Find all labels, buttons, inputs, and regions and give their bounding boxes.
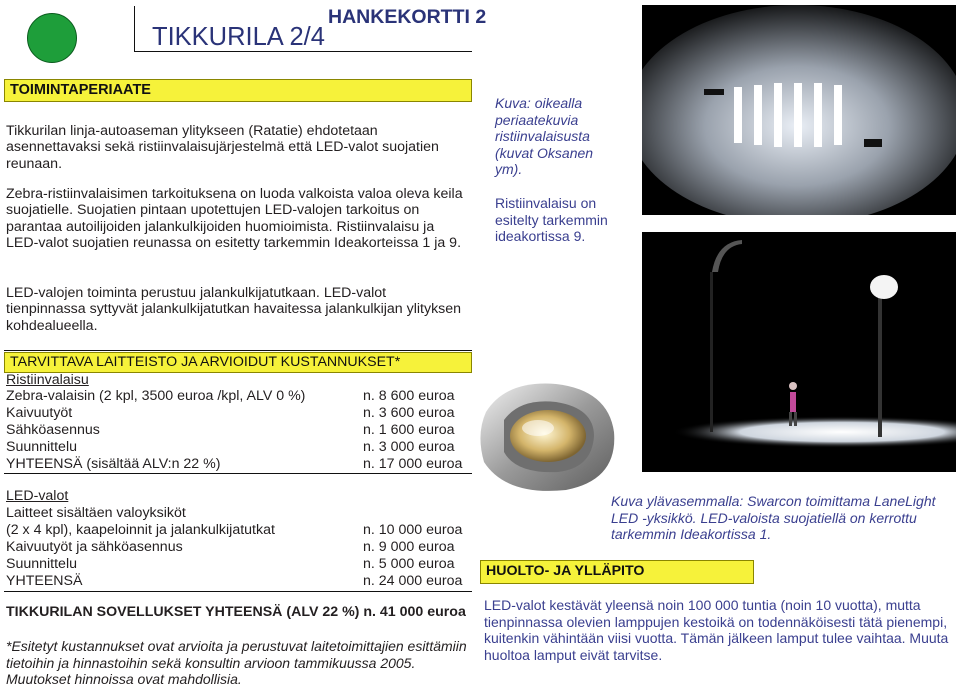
- cost-label: YHTEENSÄ (sisältää ALV:n 22 %): [6, 456, 221, 472]
- photo-caption: Kuva: oikealla periaatekuvia ristiinvalaisusta (kuvat Oksanen ym).: [495, 95, 594, 177]
- principle-heading: TOIMINTAPERIAATE: [4, 79, 472, 102]
- cross-lighting-title: Ristiinvalaisu: [6, 372, 89, 388]
- header-rule: [134, 51, 472, 52]
- cost-value: n. 5 000 euroa: [363, 556, 455, 572]
- cost-value: n. 8 600 euroa: [363, 388, 455, 404]
- cost-label: YHTEENSÄ: [6, 573, 83, 589]
- status-indicator: [27, 13, 77, 63]
- led-unit-photo: [476, 372, 620, 500]
- cost-label: Kaivuutyöt: [6, 405, 73, 421]
- cost-value: n. 1 600 euroa: [363, 422, 455, 438]
- costs-heading: TARVITTAVA LAITTEISTO JA ARVIOIDUT KUSTANNUKSET*: [4, 352, 472, 373]
- streetlight-illustration: [642, 232, 956, 472]
- led-title: LED-valot: [6, 488, 69, 504]
- grand-total: TIKKURILAN SOVELLUKSET YHTEENSÄ (ALV 22 %) n. 41 000 euroa: [6, 604, 466, 620]
- maintenance-heading: HUOLTO- JA YLLÄPITO: [480, 560, 754, 584]
- principle-paragraph-2: Zebra-ristiinvalaisimen tarkoituksena on luoda valkoista valoa oleva keila suojatielle. Suojatien pintaan upotettujen LED-valojen tarkoitus on parantaa autoilijoiden jalankulkijoiden huomioimista. Ristiinvalaisu ja LED-valot suojatien reunassa on esitetty tarkemmin Ideakorteissa 1 ja 9.: [6, 186, 463, 251]
- led-unit-illustration: [476, 372, 620, 500]
- cost-value: n. 10 000 euroa: [363, 522, 463, 538]
- streetlight-night-photo: [642, 232, 956, 472]
- principle-paragraph-1: Tikkurilan linja-autoaseman ylitykseen (Ratatie) ehdotetaan asennettavaksi sekä ristiinvalaisujärjestelmä että LED-valot suojatien reunaan.: [6, 123, 439, 172]
- cost-label: Kaivuutyöt ja sähköasennus: [6, 539, 183, 555]
- led-intro: Laitteet sisältäen valoyksiköt: [6, 505, 186, 521]
- led-photo-caption: Kuva ylävasemmalla: Swarcon toimittama LaneLight LED -yksikkö. LED-valoista suojatiellä on kerrottu tarkemmin Ideakortissa 1.: [611, 493, 936, 542]
- principle-paragraph-3: LED-valojen toiminta perustuu jalankulkijatutkaan. LED-valot tienpinnassa syttyvät jalankulkijatutkan havaitessa jalankulkijan ylityksen kohdealueella.: [6, 285, 462, 334]
- led-total-rule: [4, 591, 472, 592]
- page-title: TIKKURILA 2/4: [152, 23, 325, 51]
- project-label: HANKEKORTTI 2: [328, 6, 487, 28]
- costs-rule-top: [4, 350, 472, 351]
- cost-footnote: *Esitetyt kustannukset ovat arvioita ja perustuvat laitetoimittajien esittämiin tietoihin ja hinnastoihin sekä konsultin arvioon tammikuussa 2005. Muutokset hinnoissa ovat mahdollisia.: [6, 638, 467, 687]
- subtotal-rule: [4, 473, 472, 474]
- cross-lighting-note: Ristiinvalaisu on esitelty tarkemmin ideakortissa 9.: [495, 195, 608, 244]
- cost-value: n. 9 000 euroa: [363, 539, 455, 555]
- cost-label: (2 x 4 kpl), kaapeloinnit ja jalankulkijatutkat: [6, 522, 275, 538]
- cost-label: Suunnittelu: [6, 439, 77, 455]
- crosswalk-night-photo: [642, 5, 956, 215]
- cost-value: n. 24 000 euroa: [363, 573, 463, 589]
- maintenance-text: LED-valot kestävät yleensä noin 100 000 tuntia (noin 10 vuotta), mutta tienpinnassa olevien lamppujen kestoikä on todennäköisesti tätä pienempi, kuitenkin vähintään viisi vuotta. Tämän jälkeen lamput tulee vaihtaa. Muuta huoltoa lamput eivät tarvitse.: [484, 597, 949, 663]
- cost-value: n. 3 600 euroa: [363, 405, 455, 421]
- header-rule-vertical: [134, 6, 135, 52]
- crosswalk-illustration: [642, 5, 956, 215]
- cost-value: n. 3 000 euroa: [363, 439, 455, 455]
- cost-value: n. 17 000 euroa: [363, 456, 463, 472]
- cost-label: Zebra-valaisin (2 kpl, 3500 euroa /kpl, ALV 0 %): [6, 388, 306, 404]
- cost-label: Suunnittelu: [6, 556, 77, 572]
- cost-label: Sähköasennus: [6, 422, 100, 438]
